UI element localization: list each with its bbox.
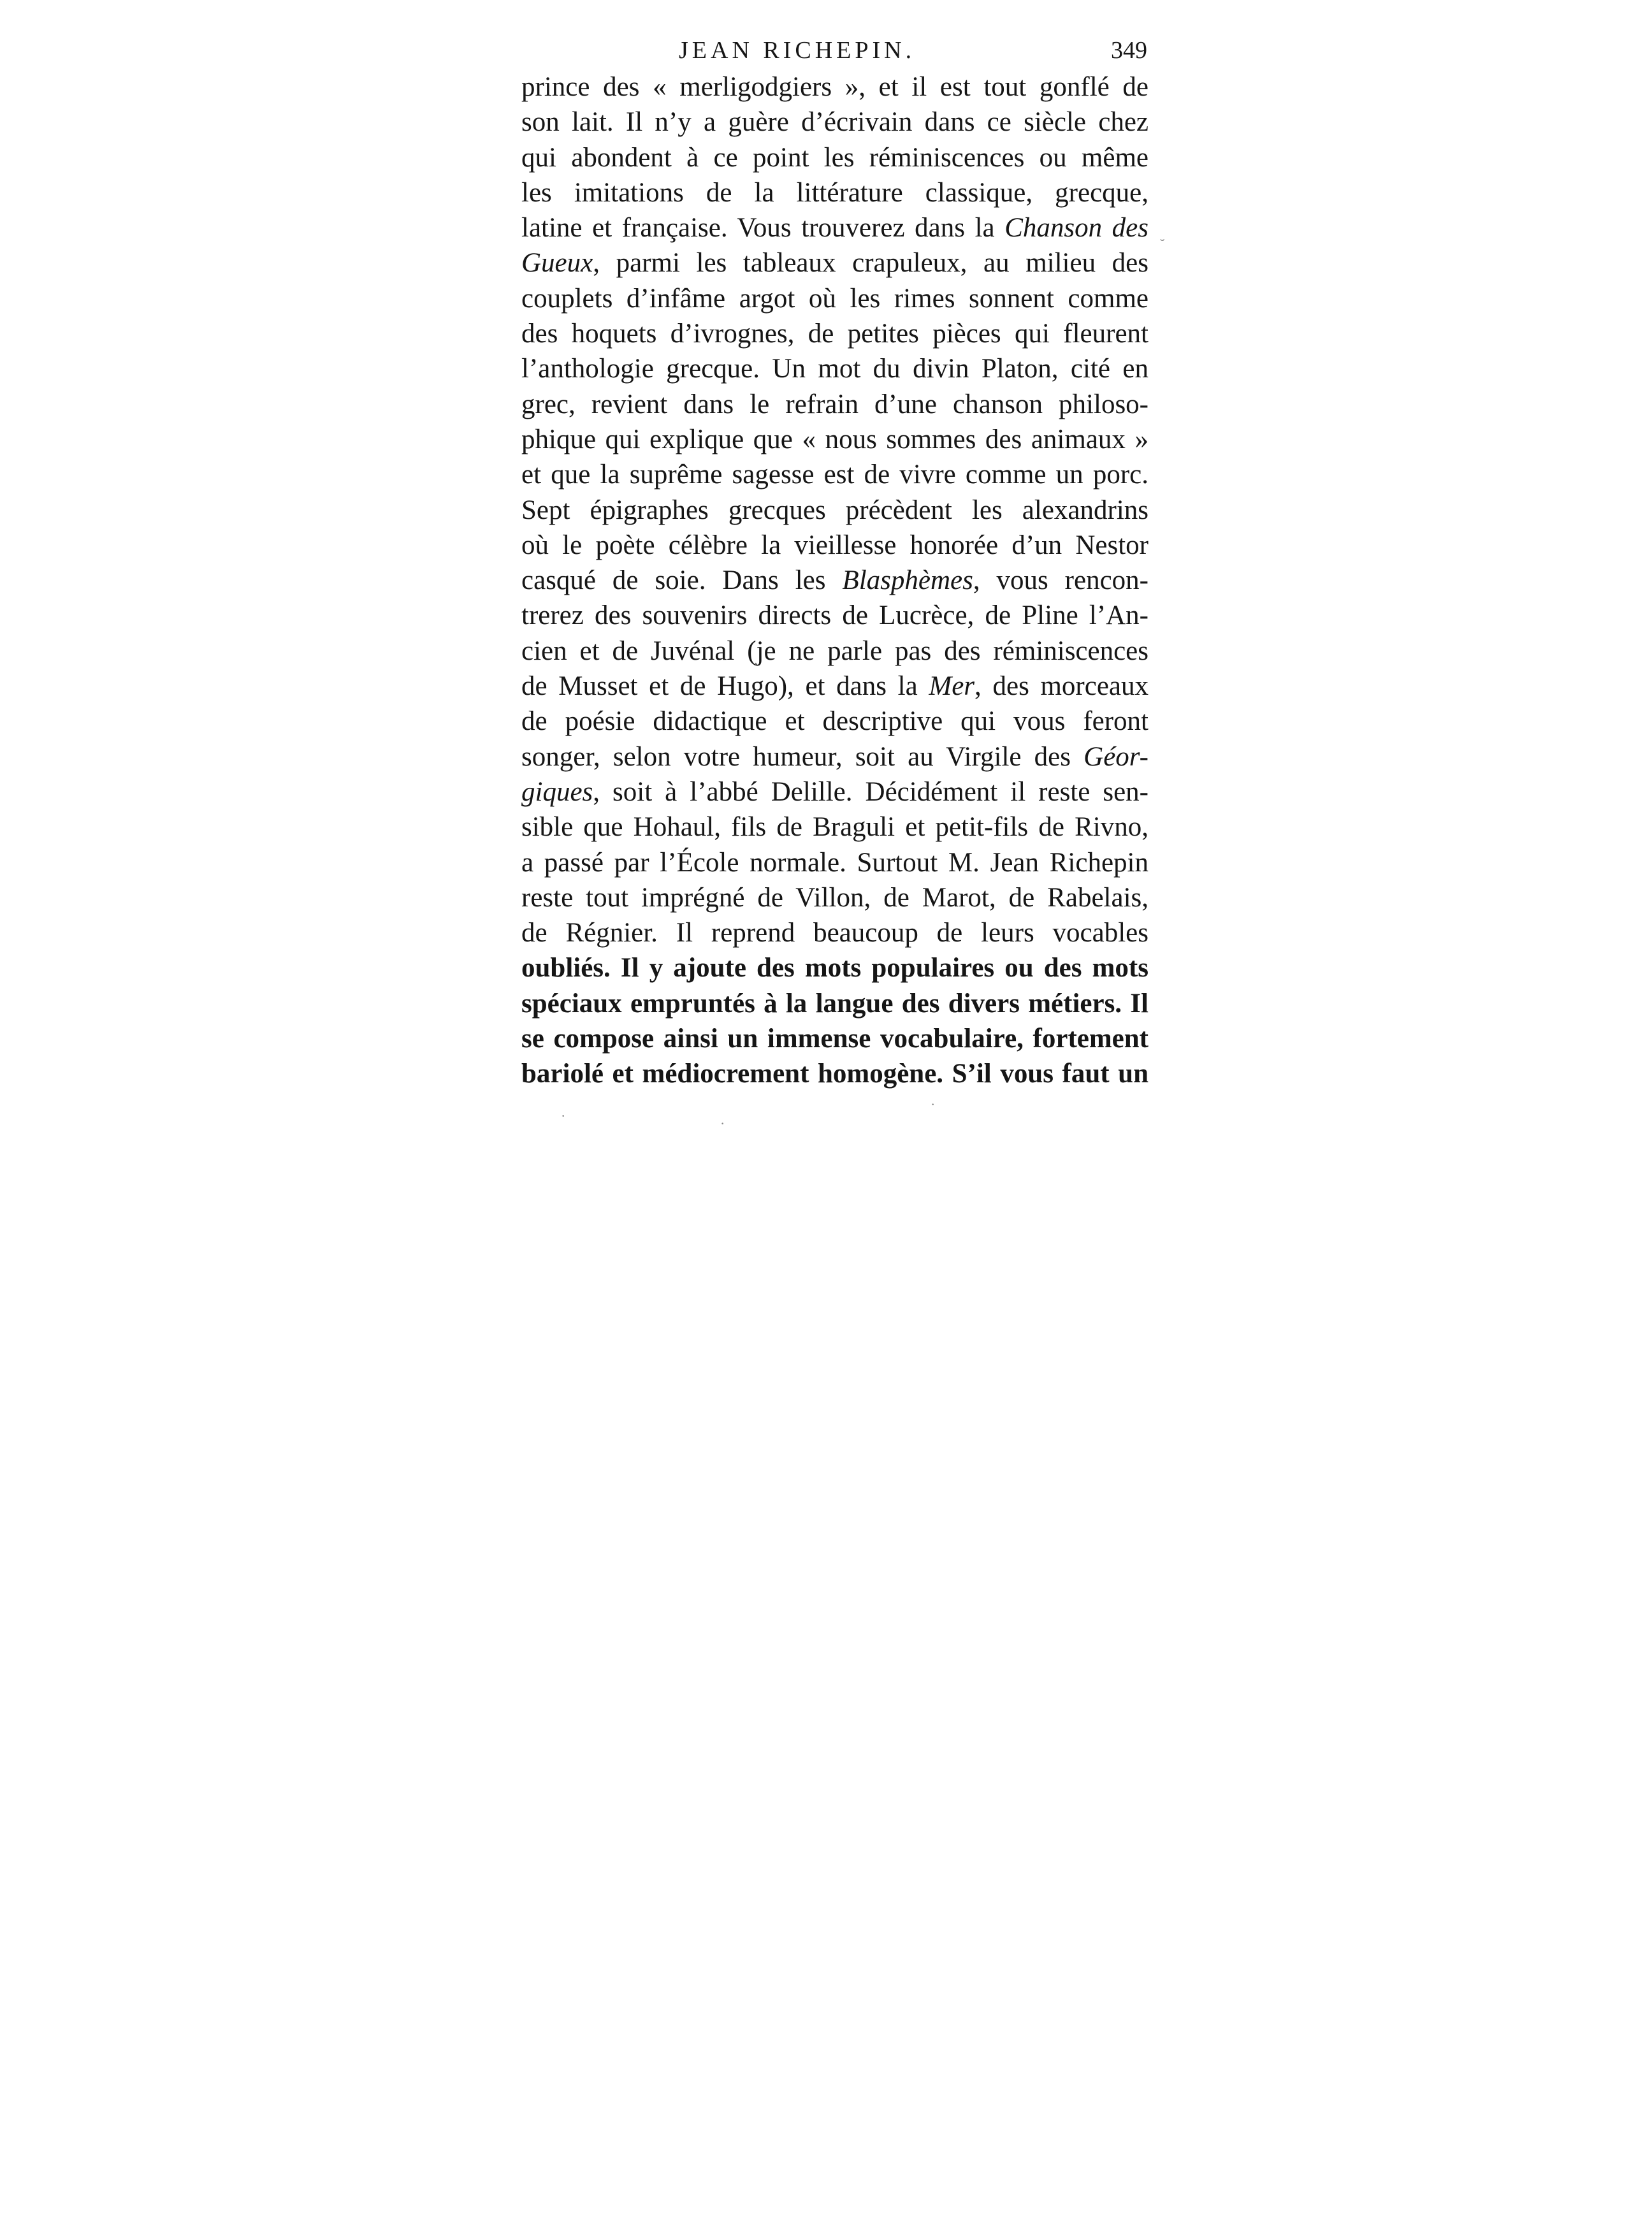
text-line xyxy=(521,880,1148,915)
text-line xyxy=(521,598,1148,633)
text-line xyxy=(521,105,1148,140)
italic-title: Gueux xyxy=(521,248,593,279)
text-run: songer, selon votre humeur, soit au Virgile des xyxy=(521,741,1084,772)
text-line xyxy=(521,774,1148,809)
italic-title: Chanson des xyxy=(1004,213,1148,243)
text-line xyxy=(521,950,1148,985)
running-title: JEAN RICHEPIN. xyxy=(679,37,916,64)
text-line xyxy=(521,915,1148,950)
running-head xyxy=(516,28,1147,73)
text-run: de poésie didactique et descriptive qui vous feront xyxy=(521,706,1148,737)
text-line xyxy=(521,422,1148,457)
text-run: spéciaux empruntés à la langue des divers métiers. Il xyxy=(521,988,1148,1019)
text-line xyxy=(521,528,1148,563)
text-line xyxy=(521,316,1148,351)
page-number: 349 xyxy=(1111,37,1147,64)
text-run: Sept épigraphes grecques précèdent les alexandrins xyxy=(521,495,1148,525)
text-run: cien et de Juvénal (je ne parle pas des réminiscences xyxy=(521,635,1148,666)
italic-title: giques xyxy=(521,776,593,807)
text-line xyxy=(521,704,1148,739)
text-line xyxy=(521,493,1148,528)
text-run: , soit à l’abbé Delille. Décidément il reste sen- xyxy=(593,776,1148,807)
text-line xyxy=(521,845,1148,880)
text-line xyxy=(521,175,1148,210)
text-run: grec, revient dans le refrain d’une chanson philoso- xyxy=(521,389,1148,419)
text-line xyxy=(521,669,1148,704)
text-run: bariolé et médiocrement homogène. S’il vous faut un xyxy=(521,1059,1148,1089)
text-line xyxy=(521,1056,1148,1091)
text-line xyxy=(521,1021,1148,1056)
text-run: sible que Hohaul, fils de Braguli et petit-fils de Rivno, xyxy=(521,812,1148,843)
body-text xyxy=(521,69,1148,1092)
text-line xyxy=(521,69,1148,105)
text-line xyxy=(521,563,1148,598)
text-run: prince des « merligodgiers », et il est tout gonflé de xyxy=(521,72,1148,102)
italic-title: Géor- xyxy=(1083,741,1148,772)
text-run: a passé par l’École normale. Surtout M. Jean Richepin xyxy=(521,847,1148,878)
scan-speck: · xyxy=(931,1096,936,1112)
text-run: reste tout imprégné de Villon, de Marot, de Rabelais, xyxy=(521,882,1148,913)
text-line xyxy=(521,387,1148,422)
text-line xyxy=(521,634,1148,669)
text-line xyxy=(521,809,1148,845)
scan-speck: · xyxy=(720,1115,725,1131)
text-run: de Régnier. Il reprend beaucoup de leurs vocables xyxy=(521,918,1148,948)
text-run: qui abondent à ce point les réminiscences ou même xyxy=(521,142,1148,173)
text-line xyxy=(521,739,1148,774)
text-run: , des morceaux xyxy=(975,671,1148,702)
text-run: l’anthologie grecque. Un mot du divin Platon, cité en xyxy=(521,354,1148,384)
text-run: où le poète célèbre la vieillesse honorée d’un Nestor xyxy=(521,530,1148,560)
text-run: de Musset et de Hugo), et dans la xyxy=(521,671,929,702)
italic-title: Mer xyxy=(929,671,975,702)
text-run: phique qui explique que « nous sommes des animaux » xyxy=(521,424,1148,454)
text-line xyxy=(521,351,1148,386)
text-run: des hoquets d’ivrognes, de petites pièces qui fleurent xyxy=(521,319,1148,349)
text-run: oubliés. Il y ajoute des mots populaires ou des mots xyxy=(521,953,1148,984)
italic-title: Blasphèmes xyxy=(842,565,973,596)
scan-speck: · xyxy=(561,1108,566,1124)
text-run: les imitations de la littérature classique, grecque, xyxy=(521,177,1148,208)
text-run: son lait. Il n’y a guère d’écrivain dans ce siècle chez xyxy=(521,107,1148,138)
text-line xyxy=(521,140,1148,175)
text-line xyxy=(521,986,1148,1021)
text-run: se compose ainsi un immense vocabulaire, fortement xyxy=(521,1024,1148,1054)
scan-speck: ˘ xyxy=(1160,236,1165,252)
text-run: , vous rencon- xyxy=(973,565,1148,596)
text-line xyxy=(521,210,1148,245)
text-run: , parmi les tableaux crapuleux, au milieu des xyxy=(593,248,1148,279)
text-run: et que la suprême sagesse est de vivre comme un porc. xyxy=(521,460,1148,490)
text-run: trerez des souvenirs directs de Lucrèce, de Pline l’An- xyxy=(521,600,1148,631)
text-run: latine et française. Vous trouverez dans la xyxy=(521,213,1005,243)
text-run: couplets d’infâme argot où les rimes sonnent comme xyxy=(521,283,1148,314)
text-line xyxy=(521,245,1148,280)
text-line xyxy=(521,281,1148,316)
text-run: casqué de soie. Dans les xyxy=(521,565,843,596)
text-line xyxy=(521,457,1148,492)
